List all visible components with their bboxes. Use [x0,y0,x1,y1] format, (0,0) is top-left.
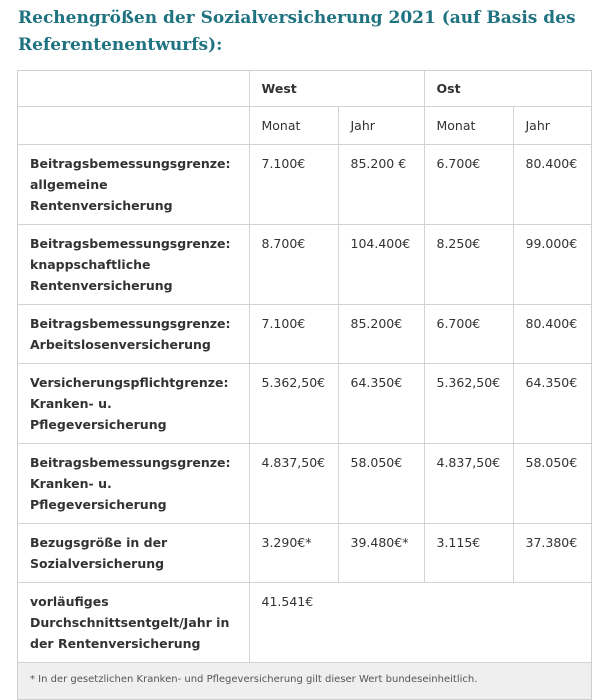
table-row [18,524,591,583]
row-label: Beitragsbemessungsgrenze: Kranken- u. Pflegeversicherung [18,444,249,524]
values-table [18,71,591,699]
footnote: * In der gesetzlichen Kranken- und Pflegeversicherung gilt dieser Wert bundeseinheitlich. [18,663,591,700]
cell-ost-jahr: 80.400€ [513,145,591,225]
sub-header-west-monat: Monat [249,107,338,145]
footnote-row [18,663,591,700]
row-label: Bezugsgröße in der Sozialversicherung [18,524,249,583]
table-row [18,364,591,444]
row-label: Beitragsbemessungsgrenze: Arbeitslosenversicherung [18,305,249,364]
row-label: Beitragsbemessungsgrenze: allgemeine Rentenversicherung [18,145,249,225]
cell-ost-monat: 3.115€ [424,524,513,583]
cell-west-monat: 8.700€ [249,225,338,305]
table-row [18,305,591,364]
cell-west-monat: 7.100€ [249,305,338,364]
empty-sub-cell [18,107,249,145]
cell-ost-jahr: 58.050€ [513,444,591,524]
cell-west-jahr: 58.050€ [338,444,424,524]
cell-west-jahr: 85.200€ [338,305,424,364]
cell-west-monat: 4.837,50€ [249,444,338,524]
cell-ost-jahr: 99.000€ [513,225,591,305]
cell-durchschnittsentgelt: 41.541€ [249,583,591,663]
cell-west-monat: 5.362,50€ [249,364,338,444]
row-label: Versicherungspflichtgrenze: Kranken- u. Pflegeversicherung [18,364,249,444]
cell-ost-jahr: 80.400€ [513,305,591,364]
cell-west-monat: 3.290€* [249,524,338,583]
sub-header-ost-jahr: Jahr [513,107,591,145]
cell-ost-monat: 5.362,50€ [424,364,513,444]
cell-ost-monat: 4.837,50€ [424,444,513,524]
cell-ost-jahr: 37.380€ [513,524,591,583]
cell-ost-monat: 6.700€ [424,305,513,364]
empty-corner-cell [18,71,249,107]
group-header-west: West [249,71,424,107]
cell-west-monat: 7.100€ [249,145,338,225]
group-header-row [18,71,591,107]
cell-west-jahr: 104.400€ [338,225,424,305]
cell-ost-jahr: 64.350€ [513,364,591,444]
values-table-container [17,70,592,700]
table-row [18,583,591,663]
cell-west-jahr: 85.200 € [338,145,424,225]
cell-west-jahr: 64.350€ [338,364,424,444]
row-label: vorläufiges Durchschnittsentgelt/Jahr in der Rentenversicherung [18,583,249,663]
cell-west-jahr: 39.480€* [338,524,424,583]
cell-ost-monat: 6.700€ [424,145,513,225]
group-header-ost: Ost [424,71,591,107]
table-row [18,225,591,305]
cell-ost-monat: 8.250€ [424,225,513,305]
sub-header-ost-monat: Monat [424,107,513,145]
table-row [18,145,591,225]
sub-header-row [18,107,591,145]
page-heading: Rechengrößen der Sozialversicherung 2021 (auf Basis des Referentenentwurfs): [18,8,576,55]
row-label: Beitragsbemessungsgrenze: knappschaftliche Rentenversicherung [18,225,249,305]
table-row [18,444,591,524]
sub-header-west-jahr: Jahr [338,107,424,145]
